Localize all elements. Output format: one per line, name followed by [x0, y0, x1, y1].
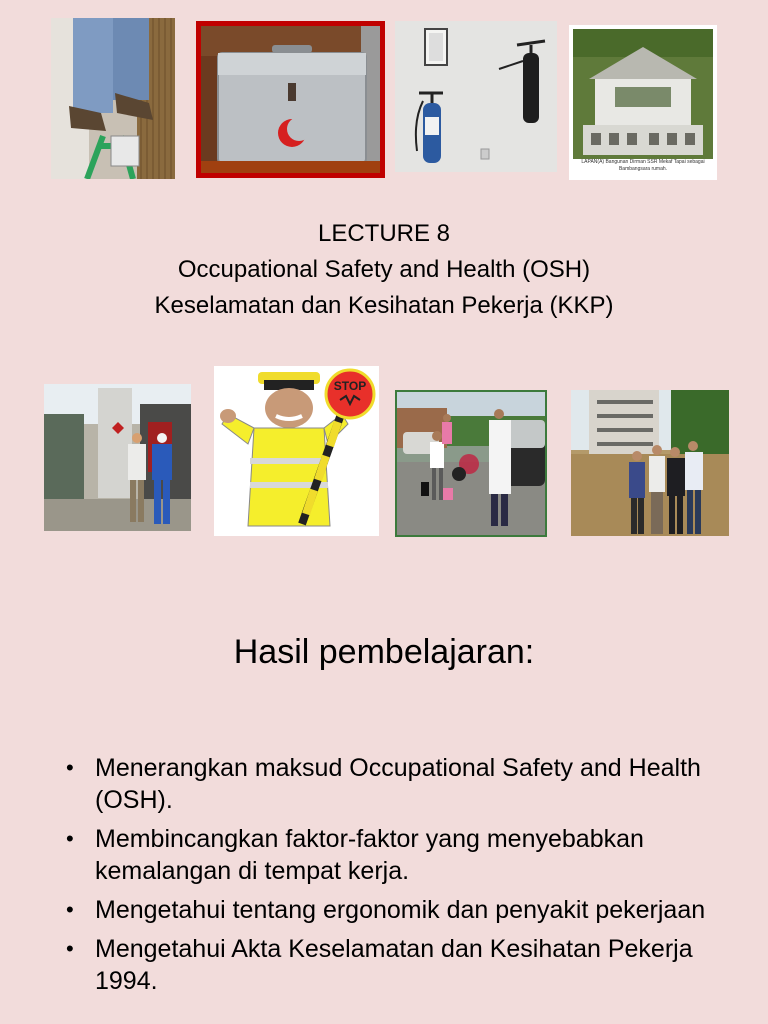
lollipop-man-photo [214, 366, 379, 536]
bullet-icon: • [66, 755, 74, 780]
bullet-icon: • [66, 936, 74, 961]
list-item [60, 823, 740, 887]
bullet-icon: • [66, 826, 74, 851]
fire-extinguisher-photo [395, 21, 557, 172]
list-item-text: Membincangkan faktor-faktor yang menyebabkan kemalangan di tempat kerja. [95, 825, 644, 885]
list-item [60, 894, 740, 926]
stop-sign-label: STOP [333, 379, 367, 393]
learning-outcomes-list [60, 752, 740, 1004]
site-visit-photo [571, 390, 729, 536]
first-aid-kit-photo [196, 21, 385, 178]
list-item-text: Menerangkan maksud Occupational Safety and Health (OSH). [95, 754, 701, 814]
list-item-text: Mengetahui tentang ergonomik dan penyakit pekerjaan [95, 896, 706, 924]
list-item [60, 933, 740, 997]
ladder-photo [51, 18, 175, 179]
building-photo [569, 25, 717, 180]
title-line-english: Occupational Safety and Health (OSH) [177, 256, 591, 283]
list-item [60, 752, 740, 816]
school-crossing-photo [395, 390, 547, 537]
title-line-malay: Keselamatan dan Kesihatan Pekerja (KKP) [154, 292, 614, 319]
slide-title [0, 216, 768, 324]
title-line-lecture: LECTURE 8 [317, 220, 451, 247]
industrial-workers-photo [44, 384, 191, 531]
building-photo-caption: LAPAN(A) Bangunan Dirman SSR Mekaf Tapai sebagai Bambangsara rumah. [581, 159, 705, 172]
learning-outcomes-heading: Hasil pembelajaran: [233, 633, 535, 671]
list-item-text: Mengetahui Akta Keselamatan dan Kesihatan Pekerja 1994. [95, 935, 693, 995]
bullet-icon: • [66, 897, 74, 922]
